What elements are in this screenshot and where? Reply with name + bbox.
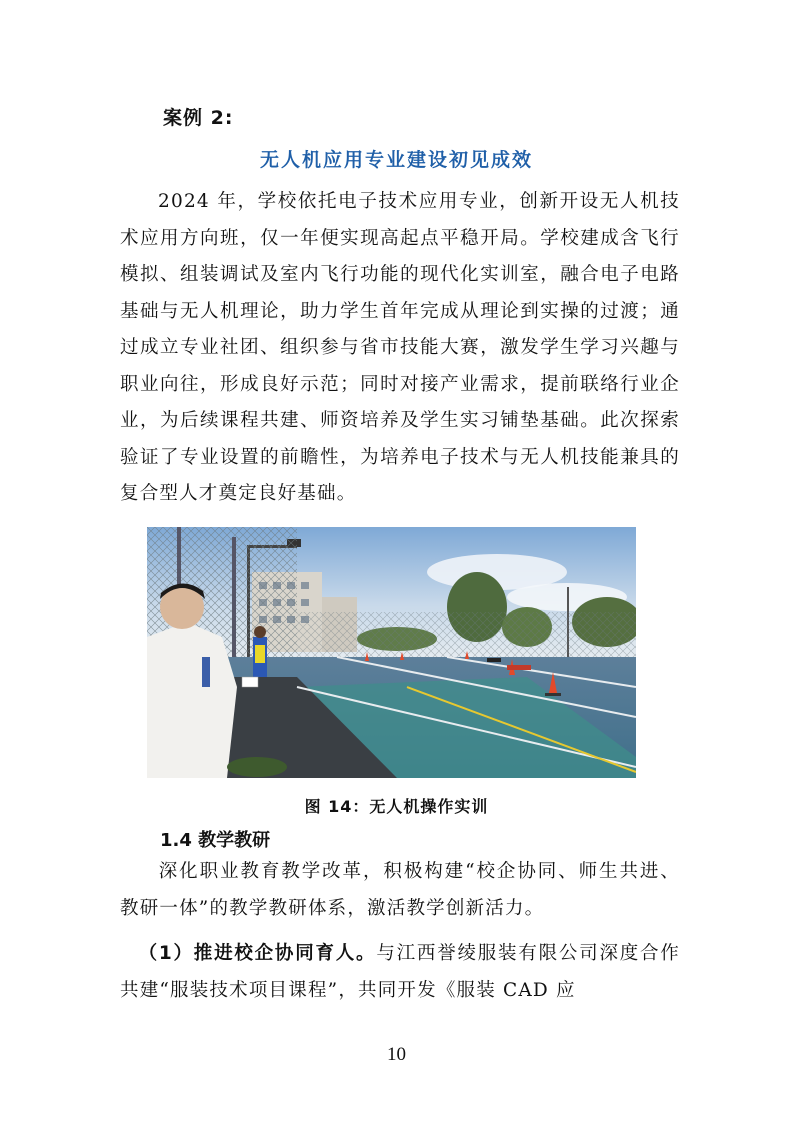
section-intro-paragraph	[120, 854, 680, 927]
case-body-text: 2024 年，学校依托电子技术应用专业，创新开设无人机技术应用方向班，仅一年便实现高起点平稳开局。学校建成含飞行模拟、组装调试及室内飞行功能的现代化实训室，融合电子电路基础与无人机理论，助力学生首年完成从理论到实操的过渡；通过成立专业社团、组织参与省市技能大赛，激发学生学习兴趣与职业向往，形成良好示范；同时对接产业需求，提前联络行业企业，为后续课程共建、师资培养及学生实习铺垫基础。此次探索验证了专业设置的前瞻性，为培养电子技术与无人机技能兼具的复合型人才奠定良好基础。	[120, 191, 680, 504]
drone-training-photo	[147, 527, 636, 778]
section-heading: 1.4 教学教研	[160, 830, 271, 851]
item1-lead: （1）推进校企协同育人。	[138, 943, 377, 964]
case-title: 无人机应用专业建设初见成效	[259, 149, 533, 171]
case-label: 案例 2:	[163, 107, 234, 129]
case-body-paragraph	[120, 184, 680, 513]
section-intro-text: 深化职业教育教学改革，积极构建“校企协同、师生共进、教研一体”的教学教研体系，激活教学创新活力。	[120, 861, 680, 919]
item1-text: 与江西誉绫服装有限公司深度合作共建“服装技术项目课程”，共同开发《服装 CAD 应	[120, 943, 680, 1001]
item1-paragraph	[120, 936, 680, 1009]
figure-caption: 图 14：无人机操作实训	[304, 797, 489, 816]
page-number: 10	[387, 1044, 406, 1065]
